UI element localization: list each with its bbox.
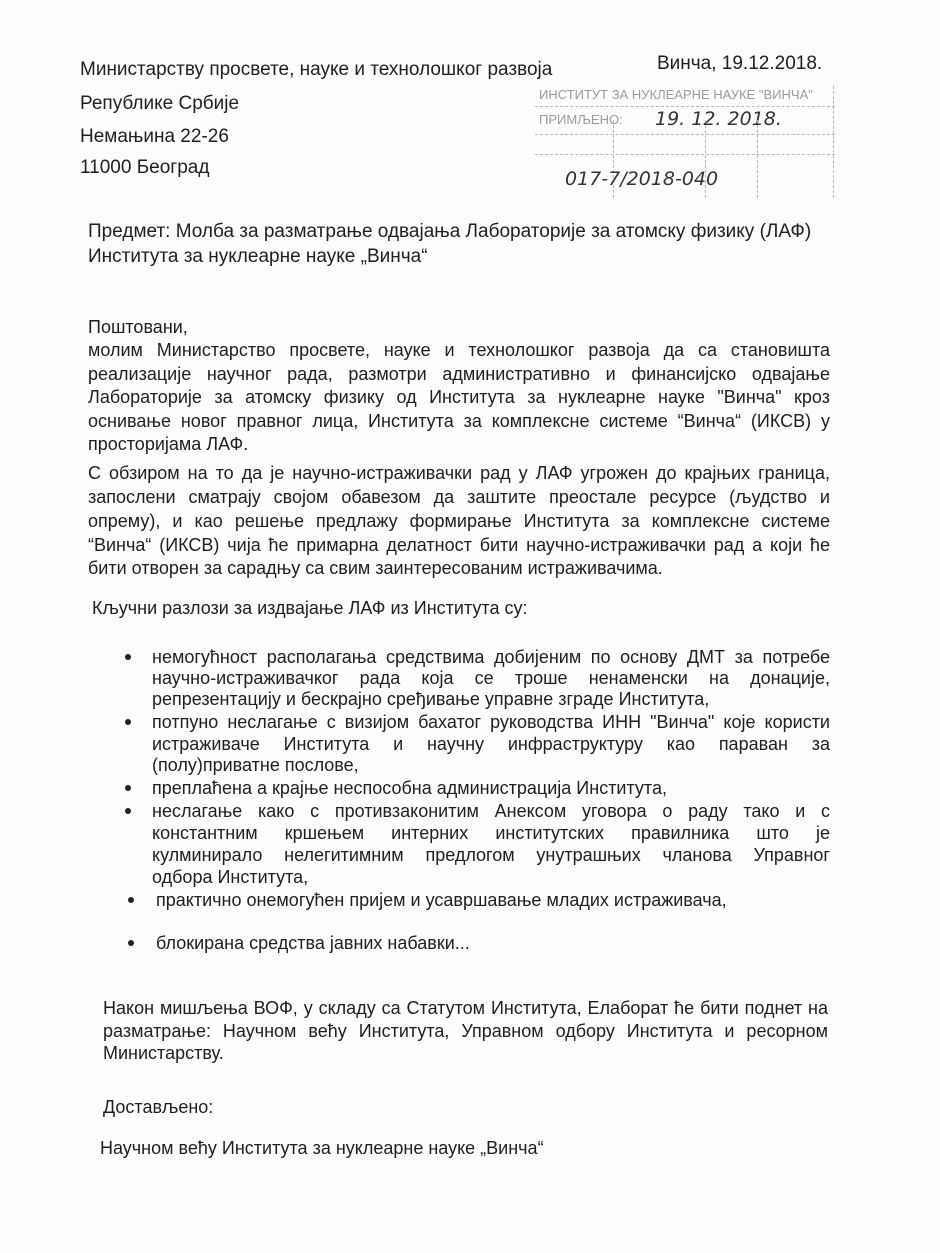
- reason-line: блокирана средства јавних набавки...: [156, 933, 470, 953]
- bullet-icon: [128, 897, 134, 903]
- recipient-address-line: Републике Србије: [80, 93, 240, 114]
- reason-line: практично онемогућен пријем и усавршавање младих истраживача,: [156, 890, 727, 910]
- bullet-icon: [125, 719, 131, 725]
- bullet-icon: [125, 785, 131, 791]
- recipient-address-line: Немањина 22-26: [80, 126, 229, 147]
- paragraph-line: молим Министарство просвете, науке и технолошког развоја да са становишта: [88, 340, 830, 360]
- bullet-icon: [125, 654, 131, 660]
- delivered-recipient: Научном већу Института за нуклеарне науке „Винча“: [100, 1138, 544, 1158]
- letter-date: Винча, 19.12.2018.: [657, 53, 823, 74]
- reason-line: научно-истраживачког рада која се троше ненаменски на донације,: [152, 668, 830, 688]
- reason-line: константним кршењем интерних институтских правилника што је: [152, 823, 830, 843]
- paragraph-line: С обзиром на то да је научно-истраживачки рад у ЛАФ угрожен до крајњих граница,: [88, 463, 830, 483]
- stamp-number: 017-7/2018-040: [565, 168, 719, 190]
- subject-line: Предмет: Молба за разматрање одвајања Лабораторије за атомску физику (ЛАФ): [88, 221, 812, 242]
- paragraph-line: “Винча“ (ИКСВ) чија ће примарна делатност бити научно-истраживачки рад а који ће: [88, 535, 830, 555]
- stamp-received-date: 19. 12. 2018.: [655, 108, 782, 130]
- reasons-intro: Кључни разлози за издвајање ЛАФ из Института су:: [92, 598, 528, 618]
- recipient-address-line: 11000 Београд: [80, 157, 210, 178]
- paragraph-line: бити отворен за сарадњу са свим заинтересованим истраживачима.: [88, 558, 663, 578]
- bullet-icon: [125, 808, 131, 814]
- reason-line: (полу)приватне послове,: [152, 755, 359, 775]
- paragraph-line: запослени сматрају својом обавезом да заштите преостале ресурсе (људство и: [88, 487, 830, 507]
- stamp-received-label: ПРИМЉЕНО:: [539, 112, 623, 127]
- reason-line: репрезентацију и бескрајно сређивање управне зграде Института,: [152, 689, 710, 709]
- reason-line: преплаћена а крајње неспособна администрација Института,: [152, 778, 667, 798]
- closing-line: Министарству.: [103, 1043, 224, 1063]
- recipient-address-line: Министарству просвете, науке и технолошког развоја: [80, 59, 553, 80]
- closing-line: Након мишљења ВОФ, у складу са Статутом Института, Елаборат ће бити поднет на: [103, 998, 828, 1018]
- paragraph-line: опрему), и као решење предлажу формирање Института за комплексне системе: [88, 511, 830, 531]
- bullet-icon: [128, 940, 134, 946]
- reason-line: одбора Института,: [152, 867, 309, 887]
- delivered-label: Достављено:: [103, 1097, 214, 1117]
- stamp-institution: ИНСТИТУТ ЗА НУКЛЕАРНЕ НАУКЕ "ВИНЧА": [539, 87, 813, 102]
- reason-line: немогућност располагања средствима добијеним по основу ДМТ за потребе: [152, 647, 830, 667]
- closing-line: разматрање: Научном већу Института, Управном одбору Института и ресорном: [103, 1021, 828, 1041]
- reason-line: истраживаче Института и научну инфраструктуру као параван за: [152, 734, 830, 754]
- paragraph-line: просторијама ЛАФ.: [88, 434, 249, 454]
- received-stamp: [535, 86, 835, 198]
- paragraph-line: реализације научног рада, размотри административно и финансијско одвајање: [88, 364, 830, 384]
- salutation: Поштовани,: [88, 317, 188, 337]
- paragraph-line: оснивање новог правног лица, Института за комплексне системе “Винча“ (ИКСВ) у: [88, 411, 830, 431]
- reason-line: потпуно неслагање с визијом бахатог руководства ИНН "Винча" које користи: [152, 712, 830, 732]
- subject-line: Института за нуклеарне науке „Винча“: [88, 246, 428, 267]
- reason-line: неслагање како с противзаконитим Анексом уговора о раду тако и с: [152, 801, 830, 821]
- reason-line: кулминирало нелегитимним предлогом унутрашњих чланова Управног: [152, 845, 830, 865]
- paragraph-line: Лабораторије за атомску физику од Института за нуклеарне науке "Винча" кроз: [88, 387, 830, 407]
